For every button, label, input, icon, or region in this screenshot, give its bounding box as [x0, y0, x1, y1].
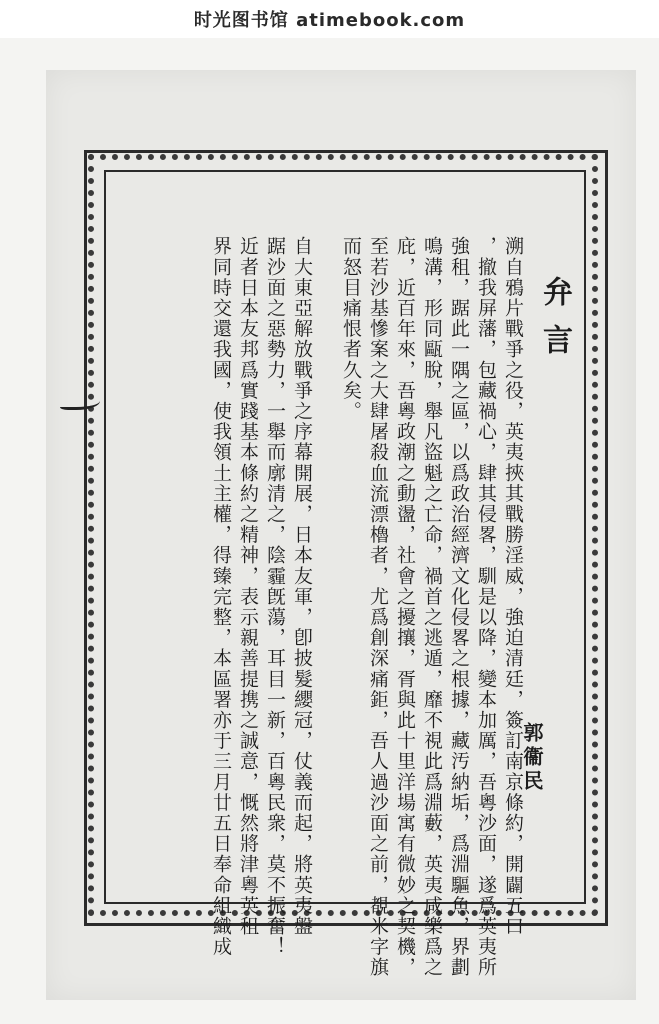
text-column: 界同時交還我國，使我領土主權，得臻完整，本區署亦于三月廿五日奉命組織成 — [210, 236, 232, 957]
text-column: 庇，近百年來，吾粵政潮之動盪，社會之擾攘，胥與此十里洋場寓有微妙之契機， — [394, 236, 416, 978]
text-column: 強租，踞此一隅之區，以爲政治經濟文化侵畧之根據，藏汚納垢，爲淵驅魚，界劃 — [448, 236, 470, 978]
vertical-text-block — [108, 236, 582, 978]
text-column: 鳴溝，形同甌脫，舉凡盜魁之亡命，禍首之逃遁，靡不視此爲淵藪，英夷咸樂爲之 — [421, 236, 443, 978]
text-column: ，撤我屏藩，包藏禍心，肆其侵畧，馴是以降，變本加厲，吾粵沙面，遂爲英夷所 — [475, 236, 497, 978]
author-name: 郭衞民 — [520, 722, 544, 794]
page-title: 弁言 — [537, 276, 572, 372]
text-column: 自大東亞解放戰爭之序幕開展，日本友軍，卽披髮纓冠，仗義而起，將英夷盤 — [291, 236, 313, 937]
text-column: 而怒目痛恨者久矣。 — [340, 236, 362, 422]
text-column: 至若沙基慘案之大肆屠殺血流漂櫓者，尤爲創深痛鉅，吾人過沙面之前，覩米字旗 — [367, 236, 389, 978]
site-watermark-bar — [0, 0, 659, 38]
paragraph-gap — [315, 236, 337, 836]
text-column: 溯自鴉片戰爭之役，英夷挾其戰勝淫威，強迫清廷，簽訂南京條約，開闢五口 — [502, 236, 524, 937]
text-column: 踞沙面之惡勢力，一舉而廓清之，陰霾旣蕩，耳目一新，百粵民衆，莫不振奮！ — [264, 236, 286, 957]
site-watermark: 时光图书馆 atimebook.com — [193, 10, 466, 31]
text-column: 近者日本友邦爲實踐基本條約之精神，表示親善提携之誠意，慨然將津粵英租 — [237, 236, 259, 937]
